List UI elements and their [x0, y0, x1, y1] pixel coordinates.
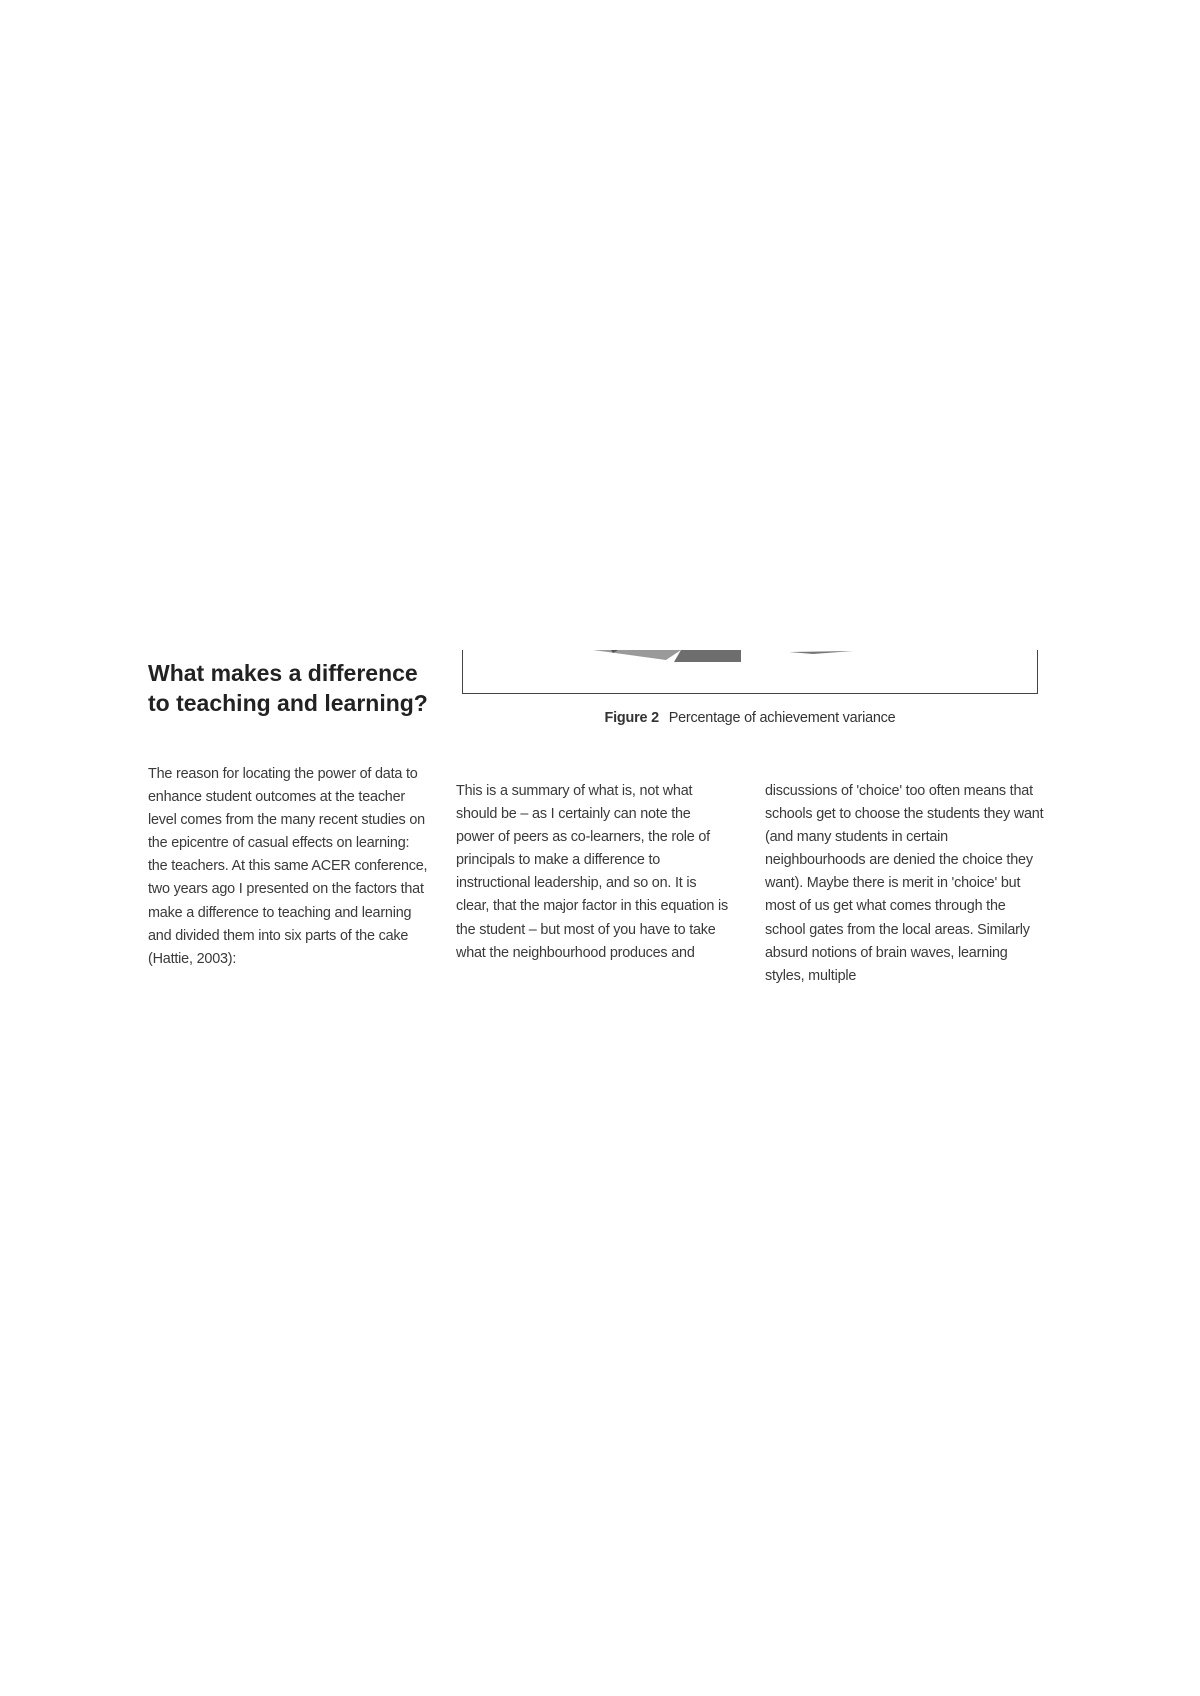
figure-caption — [462, 710, 1038, 726]
figure-chart-fragment — [463, 650, 1039, 694]
figure-caption-text: Percentage of achievement variance — [668, 710, 896, 726]
figure-label: Figure 2 — [604, 710, 659, 726]
section-heading: What makes a difference to teaching and learning? — [148, 660, 428, 716]
figure-frame — [462, 650, 1038, 694]
chart-slice-fragment-dark — [674, 650, 741, 662]
body-column-3: discussions of 'choice' too often means that schools get to choose the students they want (and many students in certain neighbourhoods are denied the choice they want). Maybe there is merit in 'choice' but most of us get what comes through the school gates from the local areas. Similarly absurd notions of brain waves, learning styles, multiple — [765, 783, 1044, 984]
body-column-2: This is a summary of what is, not what should be – as I certainly can note the power of peers as co-learners, the role of principals to make a difference to instructional leadership, and so on. It is clear, that the major factor in this equation is the student – but most of you have to take what the neighbourhood produces and — [456, 783, 728, 961]
chart-slice-fragment-light — [593, 650, 681, 660]
chart-slice-fragment-right — [789, 651, 853, 654]
body-column-1: The reason for locating the power of data to enhance student outcomes at the teacher level comes from the many recent studies on the epicentre of casual effects on learning: the teachers. At this same ACER conference, two years ago I presented on the factors that make a difference to teaching and learning and divided them into six parts of the cake (Hattie, 2003): — [148, 766, 428, 967]
